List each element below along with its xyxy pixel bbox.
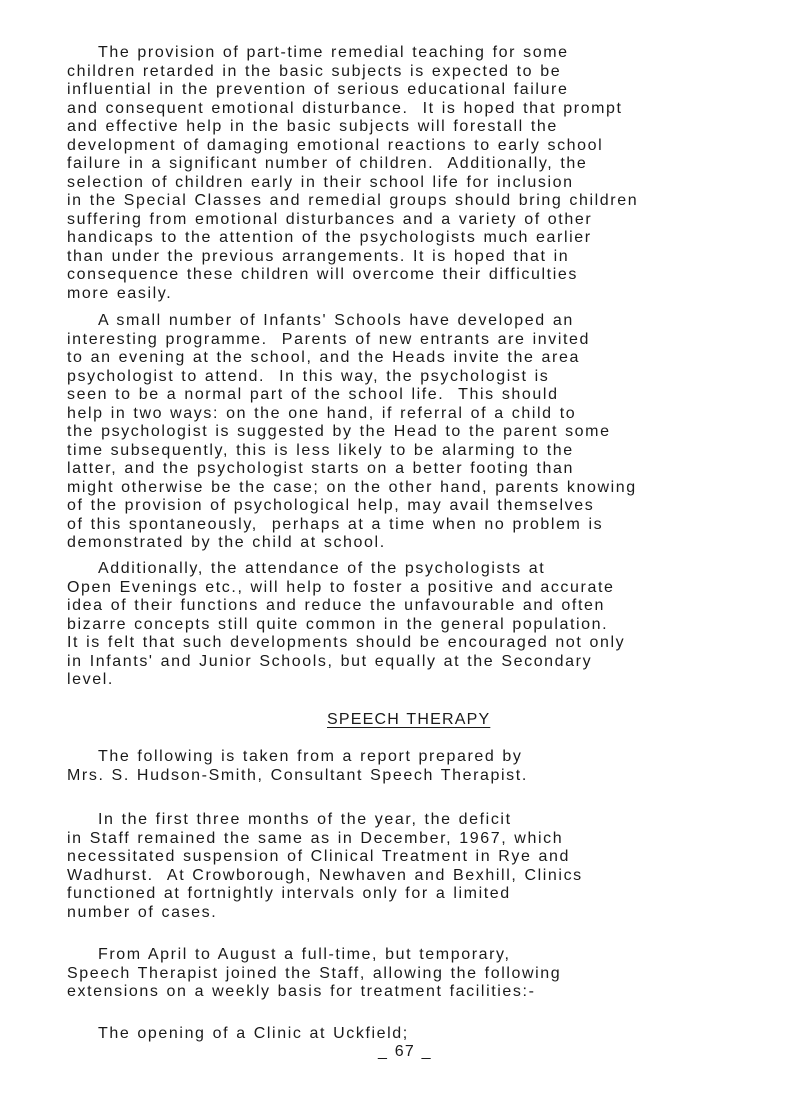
text-line: help in two ways: on the one hand, if referral of a child to <box>67 404 577 422</box>
text-line: of this spontaneously, perhaps at a time when no problem is <box>67 515 604 533</box>
text-line: handicaps to the attention of the psychologists much earlier <box>67 229 592 246</box>
text-line: The opening of a Clinic at Uckfield; <box>98 1025 409 1042</box>
paragraph-open-evenings <box>67 560 625 690</box>
page-number: _ 67 _ <box>378 1043 432 1060</box>
text-line: influential in the prevention of serious educational failure <box>67 81 569 98</box>
text-line: The provision of part-time remedial teaching for some <box>98 44 569 61</box>
text-line: The following is taken from a report prepared by <box>98 748 523 765</box>
paragraph-uckfield-clinic <box>67 1025 409 1044</box>
text-line: development of damaging emotional reactions to early school <box>67 136 604 154</box>
text-line: children retarded in the basic subjects is expected to be <box>67 62 562 80</box>
text-line: A small number of Infants' Schools have developed an <box>98 312 574 329</box>
text-line: psychologist to attend. In this way, the psychologist is <box>67 367 550 385</box>
text-line: demonstrated by the child at school. <box>67 534 386 551</box>
paragraph-staff-deficit <box>67 811 583 922</box>
text-line: the psychologist is suggested by the Head to the parent some <box>67 423 611 440</box>
text-line: more easily. <box>67 284 173 302</box>
text-line: in Staff remained the same as in December, 1967, which <box>67 829 564 847</box>
text-line: bizarre concepts still quite common in the general population. <box>67 615 609 633</box>
text-line: Additionally, the attendance of the psychologists at <box>98 560 546 577</box>
text-line: in the Special Classes and remedial groups should bring children <box>67 192 639 209</box>
text-line: selection of children early in their school life for inclusion <box>67 173 574 191</box>
text-line: Mrs. S. Hudson-Smith, Consultant Speech Therapist. <box>67 766 528 784</box>
text-line: Open Evenings etc., will help to foster a positive and accurate <box>67 578 615 596</box>
text-line: to an evening at the school, and the Heads invite the area <box>67 349 580 366</box>
text-line: in Infants' and Junior Schools, but equally at the Secondary <box>67 652 593 670</box>
section-heading-speech-therapy: SPEECH THERAPY <box>327 711 491 728</box>
paragraph-temporary-therapist <box>67 946 561 1002</box>
text-line: time subsequently, this is less likely to be alarming to the <box>67 441 574 459</box>
text-line: number of cases. <box>67 903 218 921</box>
text-line: of the provision of psychological help, may avail themselves <box>67 497 595 514</box>
text-line: It is felt that such developments should be encouraged not only <box>67 634 626 651</box>
paragraph-infants-schools <box>67 312 637 553</box>
text-line: In the first three months of the year, the deficit <box>98 811 512 828</box>
text-line: suffering from emotional disturbances and a variety of other <box>67 210 593 228</box>
text-line: latter, and the psychologist starts on a better footing than <box>67 460 575 477</box>
text-line: and consequent emotional disturbance. It is hoped that prompt <box>67 99 623 117</box>
text-line: interesting programme. Parents of new entrants are invited <box>67 330 591 348</box>
text-line: Wadhurst. At Crowborough, Newhaven and Bexhill, Clinics <box>67 866 583 884</box>
text-line: From April to August a full-time, but temporary, <box>98 946 511 963</box>
text-line: failure in a significant number of children. Additionally, the <box>67 155 588 172</box>
paragraph-report-source <box>67 748 528 785</box>
text-line: than under the previous arrangements. It is hoped that in <box>67 247 570 265</box>
text-line: idea of their functions and reduce the unfavourable and often <box>67 597 606 614</box>
text-line: extensions on a weekly basis for treatment facilities:- <box>67 983 536 1000</box>
paragraph-remedial-teaching <box>67 44 638 303</box>
text-line: functioned at fortnightly intervals only for a limited <box>67 885 511 902</box>
text-line: seen to be a normal part of the school life. This should <box>67 386 559 403</box>
text-line: consequence these children will overcome their difficulties <box>67 266 578 283</box>
text-line: necessitated suspension of Clinical Treatment in Rye and <box>67 848 571 865</box>
text-line: and effective help in the basic subjects will forestall the <box>67 118 558 135</box>
text-line: might otherwise be the case; on the other hand, parents knowing <box>67 478 637 496</box>
text-line: Speech Therapist joined the Staff, allowing the following <box>67 964 562 982</box>
text-line: level. <box>67 671 114 688</box>
